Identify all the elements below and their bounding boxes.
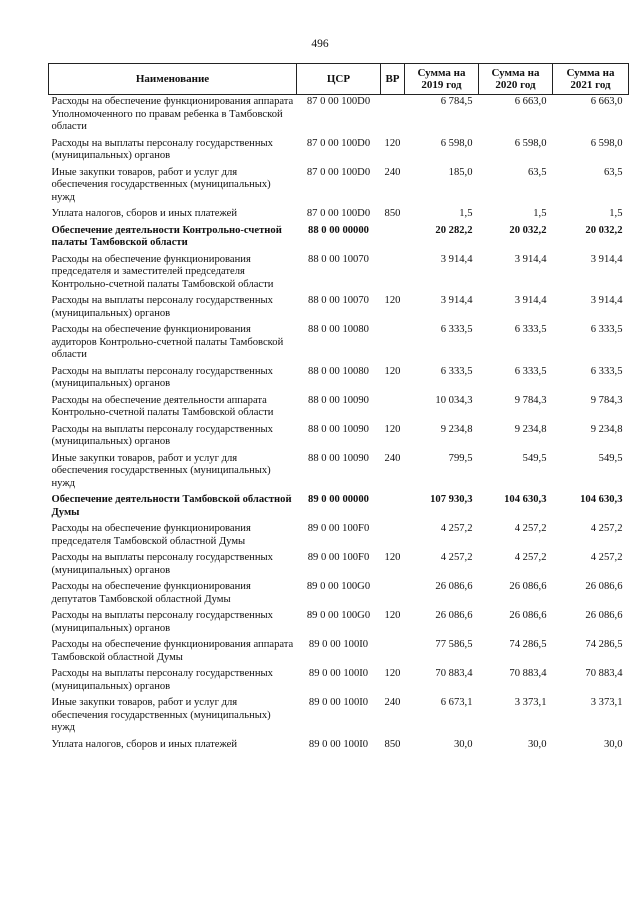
row-name: Расходы на обеспечение деятельности аппарата Контрольно-счетной палаты Тамбовской области — [51, 394, 274, 418]
table-body — [49, 95, 629, 755]
row-vr — [381, 95, 405, 137]
row-name: Расходы на выплаты персоналу государственных (муниципальных) органов — [51, 137, 273, 161]
row-sum-2021: 4 257,2 — [590, 552, 623, 563]
row-vr: 120 — [384, 668, 401, 679]
row-sum-2020: 3 373,1 — [514, 697, 547, 708]
row-name: Расходы на выплаты персоналу государственных (муниципальных) органов — [51, 295, 273, 319]
row-csr: 89 0 00 100G0 — [306, 610, 371, 621]
row-sum-2020: 6 598,0 — [514, 137, 547, 149]
row-sum-2019: 6 673,1 — [440, 697, 473, 708]
header-2020: Сумма на 2020 год — [479, 64, 553, 95]
row-sum-2021: 74 286,5 — [585, 639, 623, 650]
row-sum-2019: 26 086,6 — [435, 581, 473, 592]
table-header — [49, 64, 629, 95]
row-name: Расходы на выплаты персоналу государственных (муниципальных) органов — [51, 552, 273, 576]
table-row — [49, 95, 629, 137]
row-sum-2021: 26 086,6 — [585, 610, 623, 621]
row-name: Иные закупки товаров, работ и услуг для обеспечения государственных (муниципальных) нужд — [51, 452, 271, 489]
table-row — [49, 294, 629, 323]
table-row — [49, 522, 629, 551]
row-sum-2019: 26 086,6 — [435, 610, 473, 621]
row-name: Расходы на обеспечение функционирования депутатов Тамбовской областной Думы — [51, 581, 251, 605]
table-row — [49, 580, 629, 609]
row-name: Уплата налогов, сборов и иных платежей — [51, 738, 238, 750]
row-vr — [381, 394, 405, 423]
row-sum-2019: 30,0 — [453, 738, 473, 750]
header-2019: Сумма на 2019 год — [405, 64, 479, 95]
row-name: Иные закупки товаров, работ и услуг для обеспечения государственных (муниципальных) нужд — [51, 697, 271, 733]
row-vr — [381, 323, 405, 365]
row-csr: 88 0 00 10070 — [308, 253, 369, 265]
table-row — [49, 365, 629, 394]
row-sum-2020: 30,0 — [527, 738, 547, 750]
row-vr: 850 — [384, 208, 401, 219]
table-row — [49, 323, 629, 365]
header-row — [49, 64, 629, 95]
row-sum-2019: 3 914,4 — [440, 295, 473, 306]
table-row — [49, 696, 629, 738]
row-sum-2021: 9 234,8 — [590, 423, 623, 435]
row-sum-2020: 4 257,2 — [514, 552, 547, 563]
row-sum-2019: 1,5 — [459, 208, 473, 219]
row-csr: 89 0 00 00000 — [308, 494, 369, 505]
header-vr: ВР — [381, 64, 405, 95]
row-sum-2020: 70 883,4 — [509, 668, 547, 679]
row-sum-2019: 77 586,5 — [435, 639, 473, 650]
row-name: Иные закупки товаров, работ и услуг для обеспечения государственных (муниципальных) нужд — [51, 166, 271, 203]
table-row — [49, 166, 629, 208]
row-sum-2020: 549,5 — [522, 452, 547, 464]
row-csr: 89 0 00 100I0 — [308, 738, 369, 750]
row-csr: 88 0 00 10070 — [308, 295, 369, 306]
row-vr: 120 — [384, 295, 401, 306]
row-sum-2020: 74 286,5 — [509, 639, 547, 650]
table-row — [49, 253, 629, 295]
row-sum-2021: 3 914,4 — [590, 253, 623, 265]
row-sum-2020: 6 333,5 — [514, 324, 547, 335]
table-row — [49, 224, 629, 253]
row-vr — [381, 638, 405, 667]
row-sum-2020: 104 630,3 — [504, 494, 547, 505]
row-csr: 89 0 00 100I0 — [308, 668, 369, 679]
header-name: Наименование — [49, 64, 297, 95]
row-sum-2019: 9 234,8 — [440, 423, 473, 435]
row-sum-2019: 6 598,0 — [440, 137, 473, 149]
row-name: Расходы на выплаты персоналу государственных (муниципальных) органов — [51, 610, 273, 634]
row-csr: 88 0 00 10080 — [308, 365, 369, 377]
table-row — [49, 667, 629, 696]
row-sum-2021: 6 333,5 — [590, 365, 623, 377]
row-csr: 87 0 00 100D0 — [306, 208, 371, 219]
row-vr: 240 — [384, 166, 401, 178]
row-sum-2021: 3 914,4 — [590, 295, 623, 306]
row-sum-2021: 104 630,3 — [580, 494, 623, 505]
row-vr: 120 — [384, 552, 401, 563]
row-sum-2020: 26 086,6 — [509, 581, 547, 592]
row-sum-2019: 20 282,2 — [435, 224, 473, 236]
row-name: Расходы на обеспечение функционирования аппарата Уполномоченного по правам ребенка в Тамбовской области — [51, 96, 294, 132]
row-csr: 88 0 00 10090 — [308, 394, 369, 406]
row-name: Расходы на обеспечение функционирования аппарата Тамбовской областной Думы — [51, 639, 294, 663]
row-csr: 87 0 00 100D0 — [306, 137, 371, 149]
row-csr: 89 0 00 100I0 — [308, 639, 369, 650]
table-row — [49, 394, 629, 423]
row-sum-2019: 6 333,5 — [440, 324, 473, 335]
row-name: Расходы на выплаты персоналу государственных (муниципальных) органов — [51, 423, 273, 447]
row-sum-2019: 10 034,3 — [435, 394, 473, 406]
row-sum-2019: 70 883,4 — [435, 668, 473, 679]
row-sum-2021: 9 784,3 — [590, 394, 623, 406]
table-row — [49, 423, 629, 452]
row-sum-2019: 185,0 — [448, 166, 473, 178]
table-row — [49, 609, 629, 638]
row-sum-2019: 4 257,2 — [440, 523, 473, 534]
row-sum-2021: 1,5 — [609, 208, 623, 219]
row-csr: 88 0 00 10090 — [308, 452, 369, 464]
table-row — [49, 452, 629, 494]
row-csr: 88 0 00 00000 — [308, 224, 369, 236]
row-vr — [381, 493, 405, 522]
row-sum-2020: 3 914,4 — [514, 295, 547, 306]
row-vr — [381, 522, 405, 551]
row-sum-2021: 6 663,0 — [590, 96, 623, 107]
row-sum-2019: 4 257,2 — [440, 552, 473, 563]
row-vr: 240 — [384, 697, 401, 708]
row-sum-2021: 20 032,2 — [585, 224, 623, 236]
row-name: Расходы на обеспечение функционирования председателя и заместителей председателя Контрольно-счетной палаты Тамбовской области — [51, 253, 274, 290]
row-sum-2021: 26 086,6 — [585, 581, 623, 592]
table-row — [49, 207, 629, 224]
row-csr: 87 0 00 100D0 — [306, 96, 371, 107]
row-name: Обеспечение деятельности Тамбовской областной Думы — [51, 494, 292, 518]
row-vr: 120 — [384, 423, 401, 435]
row-sum-2019: 107 930,3 — [430, 494, 473, 505]
row-csr: 88 0 00 10080 — [308, 324, 369, 335]
row-vr: 120 — [384, 610, 401, 621]
row-sum-2021: 70 883,4 — [585, 668, 623, 679]
row-sum-2020: 6 663,0 — [514, 96, 547, 107]
row-sum-2021: 6 333,5 — [590, 324, 623, 335]
row-vr: 120 — [384, 137, 401, 149]
row-csr: 89 0 00 100I0 — [308, 697, 369, 708]
row-sum-2020: 63,5 — [527, 166, 547, 178]
row-vr: 120 — [384, 365, 401, 377]
row-sum-2020: 6 333,5 — [514, 365, 547, 377]
row-sum-2021: 3 373,1 — [590, 697, 623, 708]
row-name: Расходы на выплаты персоналу государственных (муниципальных) органов — [51, 365, 273, 389]
row-vr: 240 — [384, 452, 401, 464]
table-row — [49, 551, 629, 580]
header-csr: ЦСР — [297, 64, 381, 95]
row-csr: 87 0 00 100D0 — [306, 166, 371, 178]
row-sum-2021: 30,0 — [603, 738, 623, 750]
row-vr — [381, 253, 405, 295]
row-sum-2020: 9 234,8 — [514, 423, 547, 435]
row-csr: 88 0 00 10090 — [308, 423, 369, 435]
row-csr: 89 0 00 100F0 — [307, 523, 370, 534]
row-name: Расходы на выплаты персоналу государственных (муниципальных) органов — [51, 668, 273, 692]
budget-table — [48, 63, 629, 754]
row-sum-2019: 6 784,5 — [440, 96, 473, 107]
row-sum-2020: 20 032,2 — [509, 224, 547, 236]
row-name: Расходы на обеспечение функционирования аудиторов Контрольно-счетной палаты Тамбовской области — [51, 324, 284, 360]
header-2021: Сумма на 2021 год — [553, 64, 629, 95]
table-row — [49, 137, 629, 166]
row-sum-2020: 26 086,6 — [509, 610, 547, 621]
row-sum-2019: 6 333,5 — [440, 365, 473, 377]
row-csr: 89 0 00 100F0 — [307, 552, 370, 563]
table-row — [49, 738, 629, 755]
table-row — [49, 493, 629, 522]
page-number: 496 — [311, 38, 329, 50]
row-vr — [381, 580, 405, 609]
row-sum-2019: 3 914,4 — [440, 253, 473, 265]
row-name: Расходы на обеспечение функционирования председателя Тамбовской областной Думы — [51, 523, 251, 547]
row-vr: 850 — [384, 738, 401, 750]
row-name: Обеспечение деятельности Контрольно-счетной палаты Тамбовской области — [51, 224, 282, 248]
table-row — [49, 638, 629, 667]
row-sum-2021: 63,5 — [603, 166, 623, 178]
row-csr: 89 0 00 100G0 — [306, 581, 371, 592]
row-sum-2021: 549,5 — [598, 452, 623, 464]
row-sum-2020: 9 784,3 — [514, 394, 547, 406]
row-sum-2020: 3 914,4 — [514, 253, 547, 265]
row-name: Уплата налогов, сборов и иных платежей — [51, 208, 238, 219]
row-sum-2020: 4 257,2 — [514, 523, 547, 534]
row-sum-2019: 799,5 — [448, 452, 473, 464]
row-vr — [381, 224, 405, 253]
row-sum-2021: 4 257,2 — [590, 523, 623, 534]
row-sum-2020: 1,5 — [533, 208, 547, 219]
row-sum-2021: 6 598,0 — [590, 137, 623, 149]
